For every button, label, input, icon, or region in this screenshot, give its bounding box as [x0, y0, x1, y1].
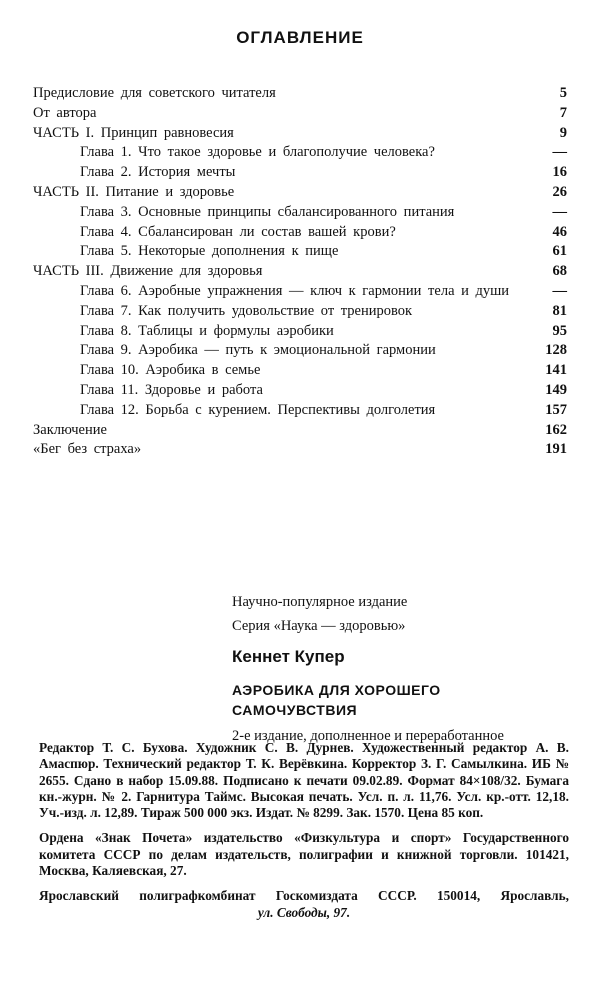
toc-entry — [33, 143, 567, 163]
toc-entry-page: 81 — [552, 302, 567, 319]
toc-entry-label: ЧАСТЬ III. Движение для здоровья — [33, 263, 263, 280]
toc-entry-label: Предисловие для советского читателя — [33, 85, 276, 101]
toc-entry-page: — — [552, 282, 567, 299]
page-title: ОГЛАВЛЕНИЕ — [236, 28, 364, 47]
toc-entry-label: Глава 2. История мечты — [80, 164, 236, 181]
toc-entry-page: 5 — [559, 85, 567, 101]
toc-entry — [33, 361, 567, 381]
toc-entry-label: Глава 12. Борьба с курением. Перспективы долголетия — [80, 401, 436, 418]
toc-entry-label: Глава 11. Здоровье и работа — [80, 381, 263, 398]
toc-entry-page: 61 — [552, 243, 567, 260]
toc-entry-page: 128 — [545, 342, 567, 359]
toc-entry-label: Глава 4. Сбалансирован ли состав вашей крови? — [80, 223, 396, 240]
toc-entry — [33, 163, 567, 183]
toc-entry — [33, 203, 567, 223]
toc-entry — [33, 381, 567, 401]
toc-entry-label: Глава 5. Некоторые дополнения к пище — [80, 243, 339, 260]
toc-entry-label: Глава 8. Таблицы и формулы аэробики — [80, 322, 334, 339]
toc-entry-page: 7 — [559, 104, 567, 121]
toc-entry-page: — — [552, 203, 567, 220]
toc-entry-label: Глава 7. Как получить удовольствие от тренировок — [80, 302, 413, 319]
toc-entry-page: 26 — [552, 183, 567, 200]
toc-entry-label: ЧАСТЬ I. Принцип равновесия — [33, 124, 234, 141]
toc-entry-label: Глава 10. Аэробика в семье — [80, 362, 261, 379]
toc-entry — [33, 282, 567, 302]
toc-entry-label: Глава 9. Аэробика — путь к эмоциональной гармонии — [80, 342, 436, 359]
table-of-contents — [33, 84, 567, 460]
toc-entry-page: 191 — [545, 441, 567, 458]
toc-entry — [33, 262, 567, 282]
imprint — [232, 590, 504, 746]
toc-entry — [33, 421, 567, 441]
toc-entry-page: — — [552, 144, 567, 161]
toc-entry — [33, 183, 567, 203]
toc-entry-page: 162 — [545, 421, 567, 438]
book-title-line-1: АЭРОБИКА ДЛЯ ХОРОШЕГО — [232, 682, 441, 698]
toc-entry-label: Заключение — [33, 421, 107, 438]
printer-address: ул. Свободы, 97. — [257, 904, 351, 920]
toc-entry — [33, 104, 567, 124]
toc-entry — [33, 84, 567, 104]
toc-entry — [33, 322, 567, 342]
toc-entry-page: 46 — [552, 223, 567, 240]
toc-entry-page: 16 — [552, 164, 567, 181]
book-title-line-2: САМОЧУВСТВИЯ — [232, 702, 358, 718]
toc-entry — [33, 302, 567, 322]
toc-entry-label: Глава 3. Основные принципы сбалансированного питания — [80, 203, 455, 220]
toc-entry-page: 68 — [552, 263, 567, 280]
toc-entry — [33, 341, 567, 361]
toc-entry — [33, 440, 567, 460]
toc-entry — [33, 401, 567, 421]
toc-entry-page: 9 — [559, 124, 567, 141]
toc-entry-page: 95 — [552, 322, 567, 339]
toc-entry-label: Глава 1. Что такое здоровье и благополучие человека? — [80, 144, 435, 161]
toc-entry-label: «Бег без страха» — [33, 441, 142, 458]
printer-line: Ярославский полиграфкомбинат Госкомиздата СССР. 150014, Ярославль, — [39, 888, 569, 904]
genre: Научно-популярное издание — [232, 594, 408, 610]
edition: 2-е издание, дополненное и переработанное — [232, 728, 504, 744]
author: Кеннет Купер — [232, 647, 345, 666]
credits-paragraph: Редактор Т. С. Бухова. Художник С. В. Дурнев. Художественный редактор А. В. Амаспюр. Технический редактор Т. К. Верёвкина. Корректор З. Г. Самылкина. ИБ № 2655. Сдано в набор 15.09.88. Подписано к печати 09.02.89. Формат 84×108/32. Бумага кн.-журн. № 2. Гарнитура Таймс. Высокая печать. Усл. п. л. 11,76. Усл. кр.-отт. 12,18. Уч.-изд. л. 12,89. Тираж 500 000 экз. Издат. № 8299. Зак. 1570. Цена 85 коп. — [39, 740, 569, 821]
book-title — [232, 680, 504, 720]
publication-details — [39, 740, 569, 930]
series: Серия «Наука — здоровью» — [232, 618, 406, 634]
toc-entry — [33, 223, 567, 243]
toc-entry-page: 141 — [545, 362, 567, 379]
publisher-paragraph: Ордена «Знак Почета» издательство «Физкультура и спорт» Государственного комитета СССР по делам издательств, полиграфии и книжной торговли. 101421, Москва, Каляевская, 27. — [39, 830, 569, 879]
toc-entry-page: 149 — [545, 381, 567, 398]
toc-entry-page: 157 — [545, 401, 567, 418]
toc-entry — [33, 124, 567, 144]
toc-entry-label: ЧАСТЬ II. Питание и здоровье — [33, 183, 235, 200]
toc-entry — [33, 242, 567, 262]
toc-entry-label: От автора — [33, 104, 97, 121]
toc-entry-label: Глава 6. Аэробные упражнения — ключ к гармонии тела и души — [80, 282, 510, 299]
